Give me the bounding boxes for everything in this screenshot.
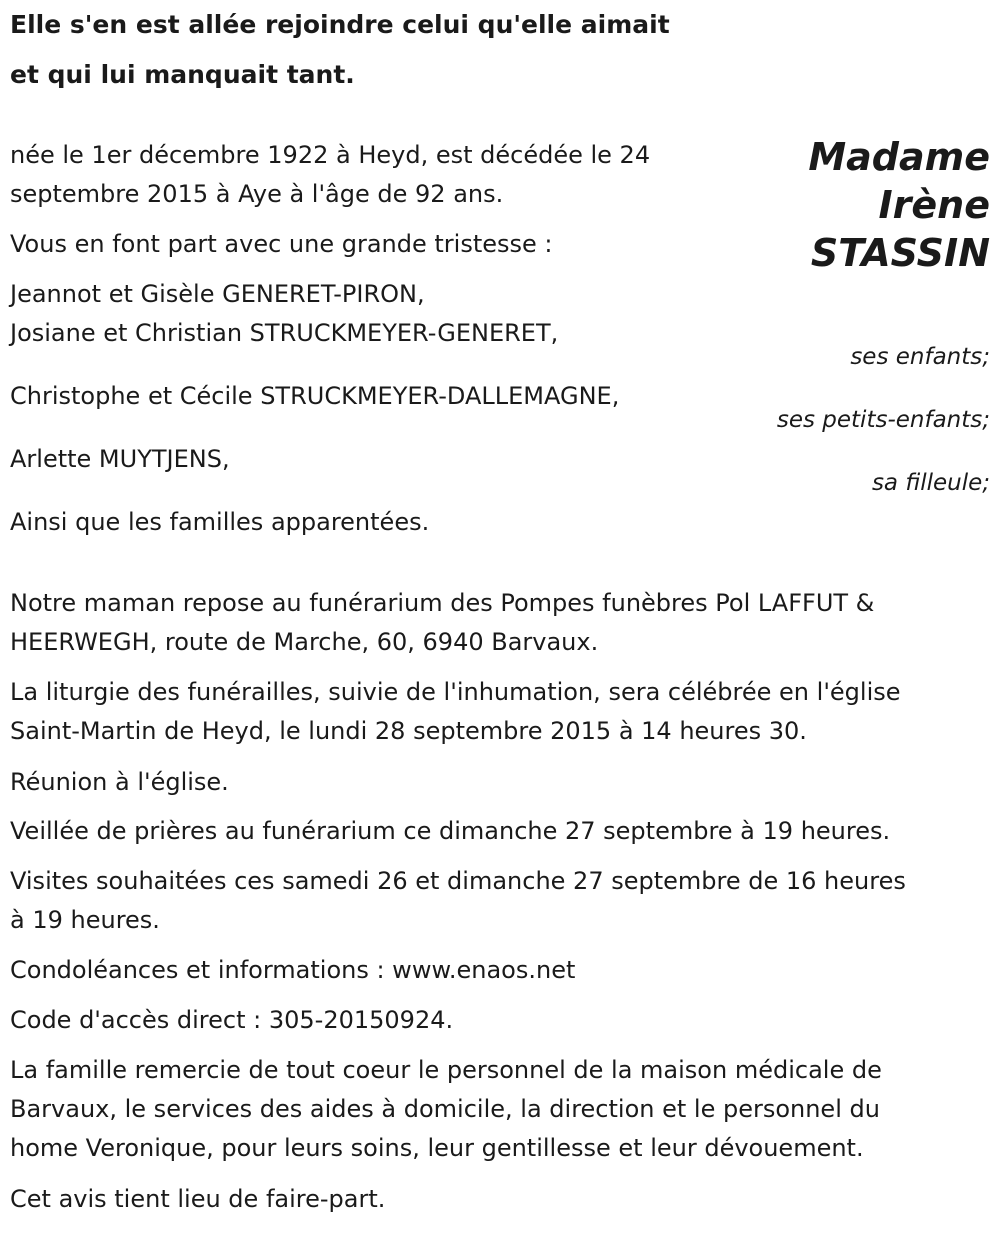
deceased-title: Madame xyxy=(808,135,990,179)
goddaughter-label: sa filleule; xyxy=(871,470,990,496)
intro-line-1: née le 1er décembre 1922 à Heyd, est décédée le 24 xyxy=(10,141,651,169)
vigil-line: Veillée de prières au funérarium ce dimanche 27 septembre à 19 heures. xyxy=(10,817,891,845)
children-line-1: Jeannot et Gisèle GENERET-PIRON, xyxy=(10,280,425,308)
condolences-line: Condoléances et informations : www.enaos.net xyxy=(10,956,576,984)
deceased-last-name: STASSIN xyxy=(810,231,990,275)
visits-line-1: Visites souhaitées ces samedi 26 et dimanche 27 septembre de 16 heures xyxy=(10,867,906,895)
grandchildren-label: ses petits-enfants; xyxy=(776,407,990,433)
liturgy-line-1: La liturgie des funérailles, suivie de l'inhumation, sera célébrée en l'église xyxy=(10,678,901,706)
liturgy-line-2: Saint-Martin de Heyd, le lundi 28 septembre 2015 à 14 heures 30. xyxy=(10,717,807,745)
children-label: ses enfants; xyxy=(850,344,990,370)
intro-line-2: septembre 2015 à Aye à l'âge de 92 ans. xyxy=(10,180,504,208)
rest-line-2: HEERWEGH, route de Marche, 60, 6940 Barvaux. xyxy=(10,628,599,656)
epigraph-line-1: Elle s'en est allée rejoindre celui qu'elle aimait xyxy=(10,10,670,39)
relatives-line: Ainsi que les familles apparentées. xyxy=(10,508,430,536)
grandchildren-line: Christophe et Cécile STRUCKMEYER-DALLEMAGNE, xyxy=(10,382,620,410)
meeting-line: Réunion à l'église. xyxy=(10,768,229,796)
thanks-line-1: La famille remercie de tout coeur le personnel de la maison médicale de xyxy=(10,1056,882,1084)
thanks-line-2: Barvaux, le services des aides à domicile, la direction et le personnel du xyxy=(10,1095,880,1123)
closing-line: Cet avis tient lieu de faire-part. xyxy=(10,1185,386,1213)
rest-line-1: Notre maman repose au funérarium des Pompes funèbres Pol LAFFUT & xyxy=(10,589,875,617)
goddaughter-line: Arlette MUYTJENS, xyxy=(10,445,230,473)
deceased-name xyxy=(808,133,990,277)
announce-text: Vous en font part avec une grande tristesse : xyxy=(10,230,553,258)
children-line-2: Josiane et Christian STRUCKMEYER-GENERET, xyxy=(10,319,559,347)
visits-line-2: à 19 heures. xyxy=(10,906,160,934)
deceased-first-name: Irène xyxy=(878,183,990,227)
epigraph-line-2: et qui lui manquait tant. xyxy=(10,60,355,89)
thanks-line-3: home Veronique, pour leurs soins, leur gentillesse et leur dévouement. xyxy=(10,1134,864,1162)
access-code-line: Code d'accès direct : 305-20150924. xyxy=(10,1006,454,1034)
